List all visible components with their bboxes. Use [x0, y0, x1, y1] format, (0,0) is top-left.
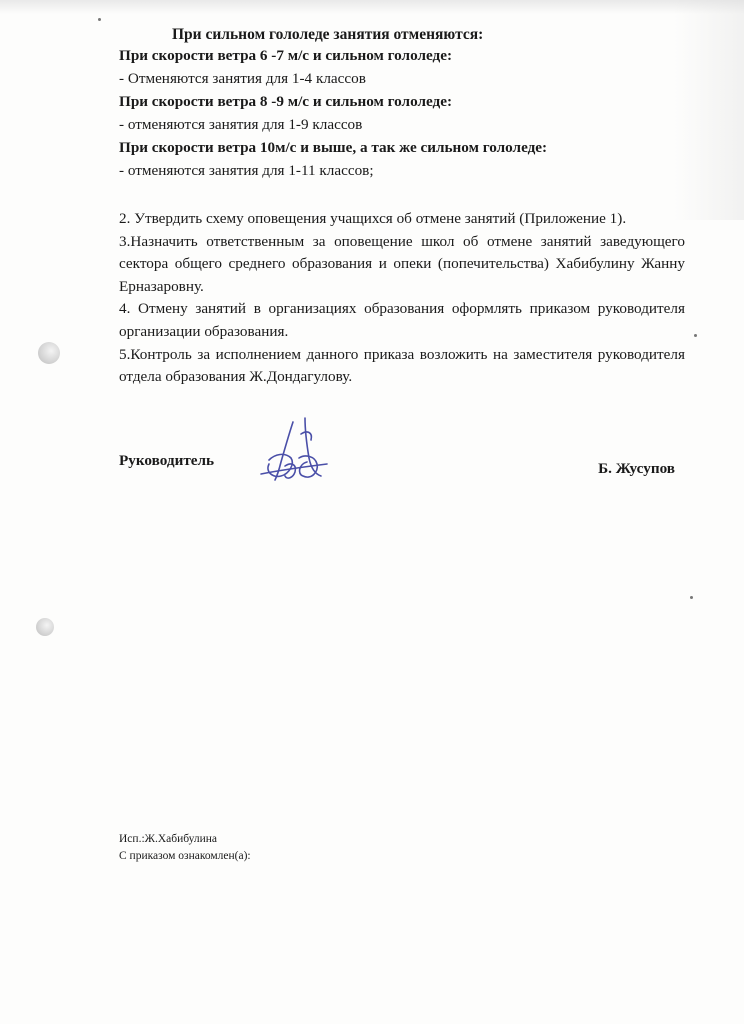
order-item: 4. Отмену занятий в организациях образования оформлять приказом руководителя организации образования. — [119, 300, 685, 340]
order-item: 3.Назначить ответственным за оповещение школ об отмене занятий заведующего сектора общего среднего образования и опеки (попечительства) Хабибулину Жанну Ерназаровну. — [119, 232, 685, 295]
handwritten-signature-icon — [255, 414, 335, 492]
rules-list — [119, 45, 685, 181]
section-heading: При сильном гололеде занятия отменяются: — [172, 26, 484, 43]
punch-hole-icon — [36, 618, 54, 636]
scan-speck — [690, 596, 693, 599]
punch-hole-icon — [38, 342, 60, 364]
rule-action: - отменяются занятия для 1-9 классов — [119, 115, 363, 133]
document-footer — [119, 831, 251, 865]
signatory-name: Б. Жусупов — [598, 460, 675, 477]
executor-line: Исп.:Ж.Хабибулина — [119, 833, 218, 845]
scan-speck — [694, 334, 697, 337]
scan-speck — [98, 18, 101, 21]
signature-row — [119, 452, 675, 482]
order-item: 2. Утвердить схему оповещения учащихся об отмене занятий (Приложение 1). — [119, 210, 627, 227]
rule-condition: При скорости ветра 8 -9 м/с и сильном гололеде: — [119, 93, 453, 110]
rule-action: - отменяются занятия для 1-11 классов; — [119, 161, 374, 179]
rule-action: - Отменяются занятия для 1-4 классов — [119, 69, 366, 87]
rule-condition: При скорости ветра 6 -7 м/с и сильном гололеде: — [119, 47, 453, 64]
scan-shadow — [0, 0, 744, 14]
order-items — [119, 208, 685, 389]
signatory-title: Руководитель — [119, 452, 215, 469]
rule-condition: При скорости ветра 10м/с и выше, а так же сильном гололеде: — [119, 139, 548, 156]
order-item: 5.Контроль за исполнением данного приказа возложить на заместителя руководителя отдела образования Ж.Дондагулову. — [119, 345, 685, 386]
acknowledgement-line: С приказом ознакомлен(а): — [119, 850, 251, 862]
